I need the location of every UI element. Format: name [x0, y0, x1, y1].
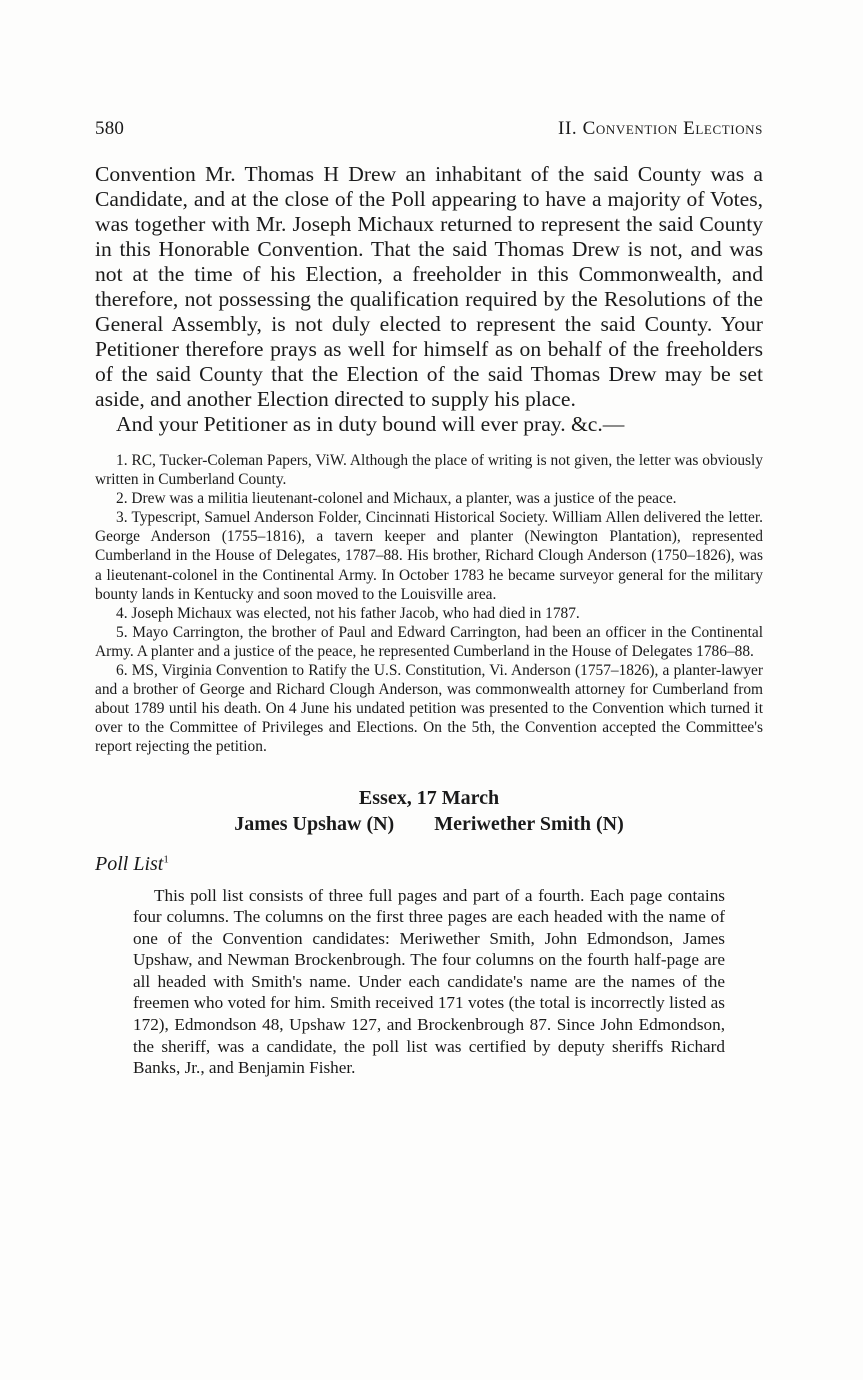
poll-list-note-ref: 1 [163, 852, 169, 865]
poll-list-label: Poll List [95, 852, 164, 875]
footnote-4: 4. Joseph Michaux was elected, not his father Jacob, who had died in 1787. [116, 604, 580, 622]
candidates-line [95, 811, 763, 837]
candidate-upshaw: James Upshaw (N) [234, 812, 395, 835]
poll-list-subheading [95, 851, 763, 877]
footnote-6: 6. MS, Virginia Convention to Ratify the U.S. Constitution, Vi. Anderson (1757–1826), a planter-lawyer and a brother of George and Richard Clough Anderson, was commonwealth attorney for Cumberland from about 1789 until his death. On 4 June his undated petition was presented to the Convention which turned it over to the Committee of Privileges and Elections. On the 5th, the Convention accepted the Committee's report rejecting the petition. [95, 662, 763, 756]
document-page [95, 118, 763, 1079]
page-number: 580 [95, 118, 125, 139]
footnote-1: 1. RC, Tucker-Coleman Papers, ViW. Although the place of writing is not given, the letter was obviously written in Cumberland County. [95, 452, 763, 489]
running-head [95, 118, 763, 140]
body-paragraph: Convention Mr. Thomas H Drew an inhabitant of the said County was a Candidate, and at the close of the Poll appearing to have a majority of Votes, was together with Mr. Joseph Michaux returned to represent the said County in this Honorable Convention. That the said Thomas Drew is not, and was not at the time of his Election, a freeholder in this Commonwealth, and therefore, not possessing the qualification required by the Resolutions of the General Assembly, is not duly elected to represent the said County. Your Petitioner therefore prays as well for himself as on behalf of the freeholders of the said County that the Election of the said Thomas Drew may be set aside, and another Election directed to supply his place. [95, 162, 763, 411]
candidate-smith: Meriwether Smith (N) [434, 812, 624, 835]
section-heading: Essex, 17 March [358, 786, 500, 809]
footnote-2: 2. Drew was a militia lieutenant-colonel and Michaux, a planter, was a justice of the peace. [116, 490, 677, 508]
footnotes [95, 451, 763, 757]
footnote-5: 5. Mayo Carrington, the brother of Paul and Edward Carrington, had been an officer in the Continental Army. A planter and a justice of the peace, he represented Cumberland in the House of Delegates 1786–88. [95, 623, 763, 660]
footnote-3: 3. Typescript, Samuel Anderson Folder, Cincinnati Historical Society. William Allen delivered the letter. George Anderson (1755–1816), a tavern keeper and planter (Newington Plantation), represented Cumberland in the House of Delegates, 1787–88. His brother, Richard Clough Anderson (1750–1826), was a lieutenant-colonel in the Continental Army. In October 1783 he became surveyor general for the military bounty lands in Kentucky and soon moved to the Louisville area. [95, 509, 763, 603]
section-title: II. Convention Elections [558, 118, 763, 139]
editorial-note: This poll list consists of three full pages and part of a fourth. Each page contains four columns. The columns on the first three pages are each headed with the name of one of the Convention candidates: Meriwether Smith, John Edmondson, James Upshaw, and Newman Brockenbrough. The four columns on the fourth half-page are all headed with Smith's name. Under each candidate's name are the names of the freemen who voted for him. Smith received 171 votes (the total is incorrectly listed as 172), Edmondson 48, Upshaw 127, and Brockenbrough 87. Since John Edmondson, the sheriff, was a candidate, the poll list was certified by deputy sheriffs Richard Banks, Jr., and Benjamin Fisher. [133, 885, 725, 1078]
closing-paragraph: And your Petitioner as in duty bound will ever pray. &c.— [116, 412, 625, 436]
